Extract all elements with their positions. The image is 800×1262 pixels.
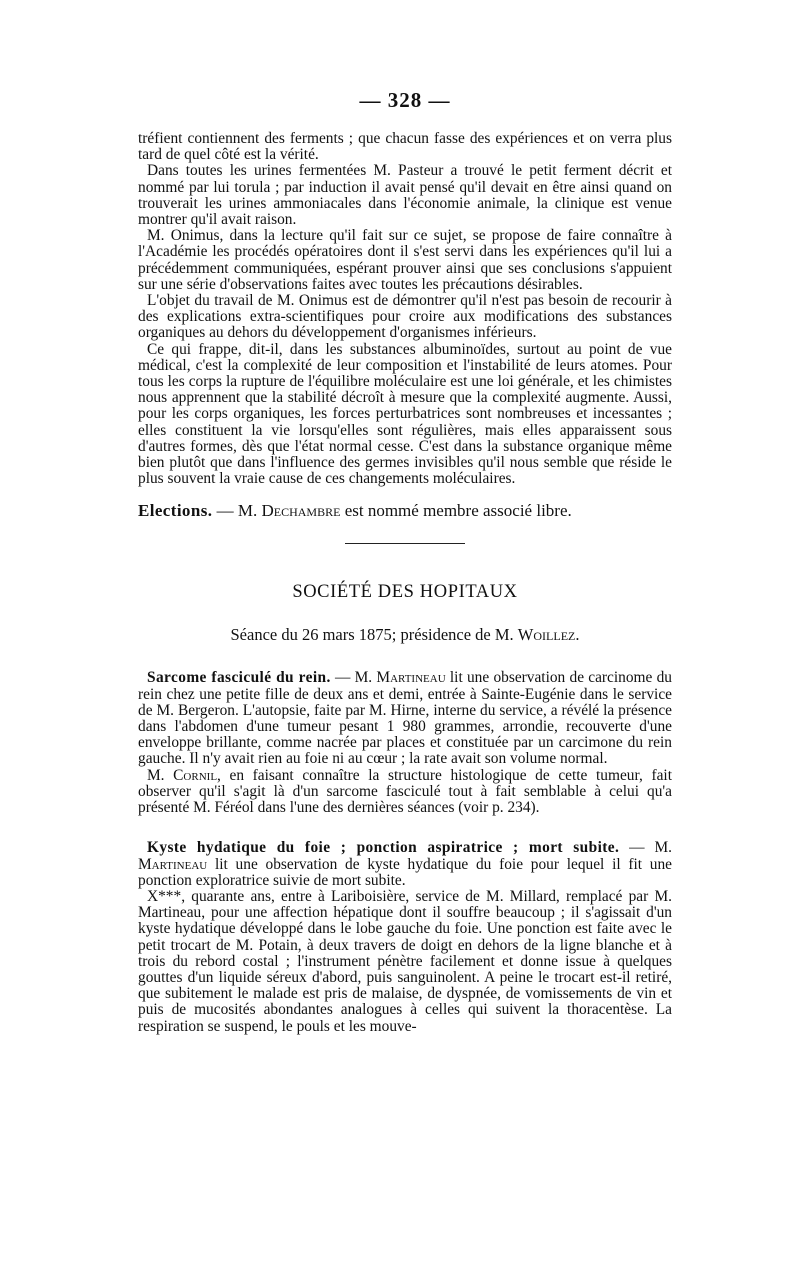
sarcome-heading: Sarcome fasciculé du rein. — [147, 669, 331, 687]
cornil-paragraph — [138, 768, 672, 817]
section-title: SOCIÉTÉ DES HOPITAUX — [292, 582, 518, 603]
sarcome-name: Martineau — [376, 669, 446, 687]
sarcome-paragraph — [138, 670, 672, 767]
seance-president: Woillez — [517, 625, 576, 645]
paragraph-pasteur: Dans toutes les urines fermentées M. Pasteur a trouvé le petit ferment décrit et nommé par lui torula ; par induction il avait pensé qu'il devait en être ainsi quand on trouverait les urines ammoniacales dans l'économie animale, la clinique est venue montrer qu'il avait raison. — [138, 162, 672, 229]
kyste-heading: Kyste hydatique du foie ; ponction aspiratrice ; mort subite. — [147, 839, 620, 857]
paragraph-onimus-lecture: M. Onimus, dans la lecture qu'il fait sur ce sujet, se propose de faire connaître à l'Académie les procédés opératoires dont il s'est servi dans les expériences qu'il lui a précédemment communiquées, espérant prouver ainsi que ses conclusions s'appuient sur une série d'observations faites avec toutes les précautions désirables. — [138, 227, 672, 293]
elections-name: Dechambre — [261, 501, 341, 521]
elections-dash: — M. — [212, 501, 262, 521]
kyste-dash: — M. — [619, 839, 673, 857]
seance-line — [138, 625, 672, 645]
kyste-name: Martineau — [138, 855, 208, 873]
kyste-paragraph — [138, 840, 672, 889]
cornil-name: Cornil — [173, 766, 218, 784]
cornil-prefix: M. — [147, 766, 174, 784]
paragraph-onimus-objet: L'objet du travail de M. Onimus est de démontrer qu'il n'est pas besoin de recourir à des explications extra-scientifiques pour croire aux modifications des substances organiques au dehors du développement d'organismes inférieurs. — [138, 292, 672, 342]
elections-paragraph — [138, 501, 672, 521]
seance-prefix: Séance du 26 mars 1875; présidence de M. — [230, 625, 518, 645]
kyste-text: lit une observation de kyste hydatique du foie pour lequel il fit une ponction exploratrice suivie de mort subite. — [138, 855, 672, 889]
elections-heading: Elections. — [138, 501, 213, 521]
kyste-case-paragraph: X***, quarante ans, entre à Lariboisière, service de M. Millard, remplacé par M. Martineau, pour une affection hépatique dont il souffre beaucoup ; il s'agissait d'un kyste hydatique développé dans le lobe gauche du foie. Une ponction est faite avec le petit trocart de M. Potain, à deux travers de doigt en dehors de la ligne blanche et à trois du rebord costal ; l'instrument pénètre facilement et donne issue à quelques gouttes d'un liquide séreux d'abord, puis sanguinolent. A peine le trocart est-il retiré, que subitement le malade est pris de malaise, de dyspnée, de vomissements de vin et puis de mucosités abondantes analogues à celles qui suivent la thoracentèse. La respiration se suspend, le pouls et les mouve- — [138, 887, 672, 1035]
cornil-text: , en faisant connaître la structure histologique de cette tumeur, fait observer qu'il s'agit là d'un sarcome fasciculé tout à fait semblable à celui qu'a présenté M. Féréol dans l'une des dernières séances (voir p. 234). — [138, 766, 672, 817]
paragraph-continuation: tréfient contiennent des ferments ; que chacun fasse des expériences et on verra plus tard de quel côté est la vérité. — [138, 130, 672, 164]
seance-suffix: . — [575, 625, 580, 645]
elections-text: est nommé membre associé libre. — [340, 501, 572, 521]
page-number: — 328 — — [359, 88, 451, 112]
sarcome-text: lit une observation de carcinome du rein chez une petite fille de deux ans et demi, entrée à Sainte-Eugénie dans le service de M. Bergeron. L'autopsie, faite par M. Hirne, interne du service, a révélé la présence dans l'abdomen d'une tumeur pesant 1 980 grammes, arrondie, recouverte d'une enveloppe brillante, comme nacrée par places et constituée par un carcimone du rein gauche. Il n'y avait rien au foie ni au cœur ; la rate avait son volume normal. — [138, 669, 673, 768]
sarcome-dash: — M. — [330, 669, 377, 687]
paragraph-albuminoides: Ce qui frappe, dit-il, dans les substances albuminoïdes, surtout au point de vue médical, c'est la complexité de leur composition et l'instabilité de leurs atomes. Pour tous les corps la rupture de l'équilibre moléculaire est une loi générale, et les chimistes nous apprennent que la stabilité décroît à mesure que la complexité augmente. Aussi, pour les corps organiques, les forces perturbatrices sont nombreuses et incessantes ; elles constituent la vie lorsqu'elles sont régulières, mais elles apparaissent sous d'autres formes, dès que l'état normal cesse. C'est dans la substance organique même bien plutôt que dans l'influence des germes invisibles qu'il nous semble que réside le plus souvent la vraie cause de ces changements moléculaires. — [138, 340, 672, 488]
page — [138, 88, 672, 1035]
section-divider — [345, 543, 465, 544]
